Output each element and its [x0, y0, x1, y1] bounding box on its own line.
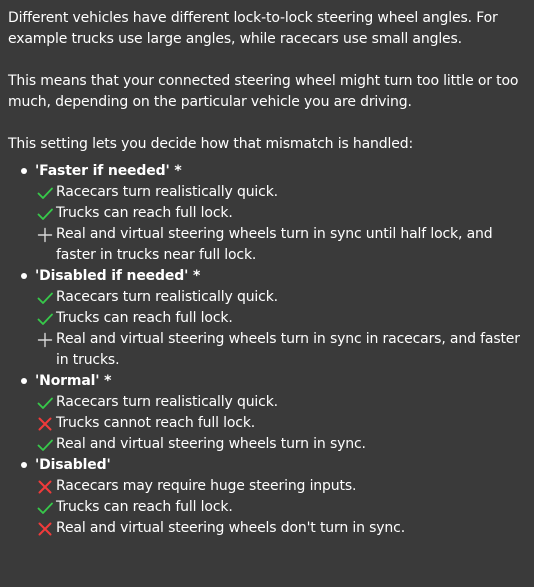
- option-line-text: Racecars may require huge steering inputs.: [56, 478, 357, 494]
- option-title: 'Disabled if needed' *: [35, 268, 201, 284]
- option-disabled-if-needed: [8, 266, 526, 371]
- check-icon: [37, 437, 53, 453]
- option-line: [34, 497, 526, 518]
- option-title: 'Faster if needed' *: [35, 163, 182, 179]
- option-normal: [8, 371, 526, 455]
- option-line-text: Racecars turn realistically quick.: [56, 184, 278, 200]
- option-line: [34, 182, 526, 203]
- option-line: [34, 392, 526, 413]
- option-line-text: Real and virtual steering wheels turn in sync in racecars, and faster in trucks.: [56, 331, 520, 368]
- option-line: [34, 329, 526, 371]
- option-title: 'Normal' *: [35, 373, 112, 389]
- cross-icon: [37, 416, 53, 432]
- option-line-text: Trucks cannot reach full lock.: [56, 415, 256, 431]
- check-icon: [37, 185, 53, 201]
- option-line: [34, 308, 526, 329]
- option-faster-if-needed: [8, 161, 526, 266]
- cross-icon: [37, 521, 53, 537]
- check-icon: [37, 395, 53, 411]
- bullet-icon: [21, 462, 27, 468]
- option-line: [34, 203, 526, 224]
- option-line-text: Real and virtual steering wheels don't turn in sync.: [56, 520, 406, 536]
- bullet-icon: [21, 168, 27, 174]
- plus-icon: [37, 332, 53, 348]
- option-line: [34, 287, 526, 308]
- option-line: [34, 476, 526, 497]
- option-title: 'Disabled': [35, 457, 111, 473]
- option-line-text: Trucks can reach full lock.: [56, 499, 233, 515]
- option-line: [34, 413, 526, 434]
- option-line-text: Racecars turn realistically quick.: [56, 394, 278, 410]
- option-line-text: Trucks can reach full lock.: [56, 205, 233, 221]
- bullet-icon: [21, 273, 27, 279]
- bullet-icon: [21, 378, 27, 384]
- option-line-text: Trucks can reach full lock.: [56, 310, 233, 326]
- intro-paragraph: Different vehicles have different lock-to-lock steering wheel angles. For example trucks use large angles, while racecars use small angles.: [8, 10, 498, 47]
- mismatch-paragraph: This means that your connected steering wheel might turn too little or too much, depending on the particular vehicle you are driving.: [8, 73, 519, 110]
- option-line-text: Racecars turn realistically quick.: [56, 289, 278, 305]
- option-line: [34, 224, 526, 266]
- check-icon: [37, 290, 53, 306]
- check-icon: [37, 311, 53, 327]
- option-line-text: Real and virtual steering wheels turn in sync until half lock, and faster in trucks near full lock.: [56, 226, 493, 263]
- check-icon: [37, 206, 53, 222]
- plus-icon: [37, 227, 53, 243]
- option-disabled: [8, 455, 526, 539]
- setting-paragraph: This setting lets you decide how that mismatch is handled:: [8, 136, 414, 152]
- cross-icon: [37, 479, 53, 495]
- option-line: [34, 518, 526, 539]
- option-line-text: Real and virtual steering wheels turn in sync.: [56, 436, 366, 452]
- options-list: [8, 161, 526, 539]
- option-line: [34, 434, 526, 455]
- check-icon: [37, 500, 53, 516]
